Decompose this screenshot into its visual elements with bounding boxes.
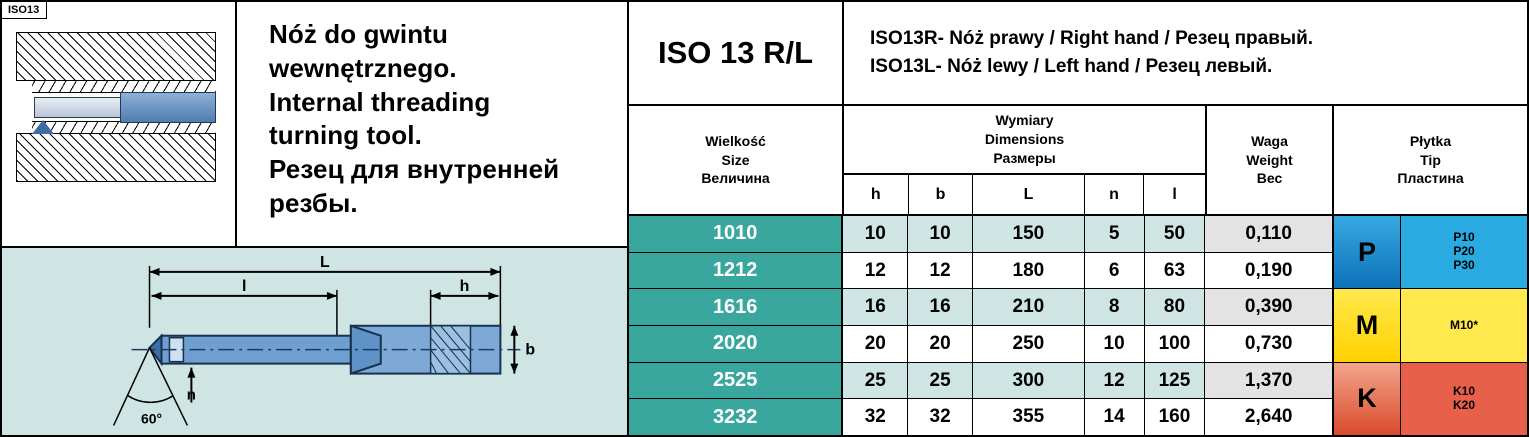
header-weight-ru: Вес bbox=[1256, 170, 1283, 187]
cell-L: 355 bbox=[973, 399, 1085, 435]
cell-h: 25 bbox=[843, 363, 908, 399]
cell-h: 32 bbox=[843, 399, 908, 435]
table-row bbox=[629, 253, 1332, 290]
cell-n: 12 bbox=[1085, 363, 1145, 399]
tip-row-k bbox=[1334, 363, 1527, 435]
tip-grades-p bbox=[1401, 216, 1527, 288]
tip-grade-m10: M10* bbox=[1449, 317, 1478, 332]
cell-L: 180 bbox=[973, 253, 1085, 289]
cell-n: 5 bbox=[1085, 216, 1145, 252]
tip-grade-legend bbox=[1334, 216, 1527, 435]
cell-n: 14 bbox=[1085, 399, 1145, 435]
cell-l: 125 bbox=[1145, 363, 1206, 399]
cell-weight: 1,370 bbox=[1205, 363, 1332, 399]
header-size-pl: Wielkość bbox=[705, 132, 766, 149]
header-col-l: l bbox=[1172, 185, 1177, 203]
table-row bbox=[629, 363, 1332, 400]
header-size-en: Size bbox=[721, 151, 750, 168]
cell-b: 20 bbox=[908, 326, 973, 362]
header-dims-ru: Размеры bbox=[993, 149, 1056, 166]
tip-grades-m bbox=[1401, 289, 1527, 361]
tip-grade-p10: P10 bbox=[1453, 230, 1475, 245]
cell-h: 16 bbox=[843, 289, 908, 325]
header-tip-en: Tip bbox=[1420, 151, 1441, 168]
tip-grades-k bbox=[1401, 363, 1527, 435]
data-rows bbox=[629, 216, 1334, 435]
cell-n: 6 bbox=[1085, 253, 1145, 289]
tool-body-shape bbox=[120, 92, 216, 123]
spec-table bbox=[629, 2, 1527, 435]
cell-L: 210 bbox=[973, 289, 1085, 325]
iso-tag-label: ISO13 bbox=[2, 2, 47, 19]
iso-code-cell: ISO 13 R/L bbox=[629, 2, 844, 104]
page-title bbox=[269, 18, 559, 221]
title-line-ru-2: резбы. bbox=[269, 187, 358, 218]
header-col-n: n bbox=[1085, 175, 1145, 214]
header-size-ru: Величина bbox=[701, 170, 770, 187]
cell-b: 10 bbox=[908, 216, 973, 252]
svg-text:b: b bbox=[525, 341, 536, 359]
cell-L: 250 bbox=[973, 326, 1085, 362]
section-figure-box bbox=[2, 2, 237, 246]
cell-h: 20 bbox=[843, 326, 908, 362]
cell-b: 12 bbox=[908, 253, 973, 289]
title-line-ru-1: Резец для внутренней bbox=[269, 154, 560, 185]
table-row bbox=[629, 289, 1332, 326]
cell-size: 1212 bbox=[629, 253, 843, 289]
cell-b: 16 bbox=[908, 289, 973, 325]
header-weight-pl: Waga bbox=[1251, 132, 1288, 149]
header-dimension-columns bbox=[844, 175, 1205, 214]
cell-h: 10 bbox=[843, 216, 908, 252]
header-tip-cell bbox=[1334, 106, 1527, 214]
title-line-pl-1: Nóż do gwintu bbox=[269, 19, 448, 49]
cell-size: 1616 bbox=[629, 289, 843, 325]
header-dims-pl: Wymiary bbox=[995, 112, 1054, 129]
dimension-drawing-panel bbox=[2, 248, 627, 435]
tip-grade-k20: K20 bbox=[1452, 397, 1475, 412]
cell-size: 3232 bbox=[629, 399, 843, 435]
svg-text:h: h bbox=[459, 277, 470, 295]
header-col-b: b bbox=[909, 175, 974, 214]
title-line-en-2: turning tool. bbox=[269, 120, 422, 151]
cell-size: 2020 bbox=[629, 326, 843, 362]
svg-text:l: l bbox=[241, 277, 247, 295]
title-line-en-1: Internal threading bbox=[269, 86, 491, 117]
cell-n: 8 bbox=[1085, 289, 1145, 325]
cell-weight: 2,640 bbox=[1205, 399, 1332, 435]
header-size-cell bbox=[629, 106, 844, 214]
cell-n: 10 bbox=[1085, 326, 1145, 362]
cell-weight: 0,110 bbox=[1205, 216, 1332, 252]
title-line-pl-2: wewnętrznego. bbox=[269, 52, 457, 83]
cell-b: 32 bbox=[908, 399, 973, 435]
tip-letter-p: P bbox=[1334, 216, 1401, 288]
column-headers-row bbox=[629, 106, 1527, 216]
cell-l: 160 bbox=[1145, 399, 1206, 435]
cell-b: 25 bbox=[908, 363, 973, 399]
cell-h: 12 bbox=[843, 253, 908, 289]
cell-l: 63 bbox=[1145, 253, 1206, 289]
header-weight-cell bbox=[1207, 106, 1334, 214]
iso-header-row bbox=[629, 2, 1527, 106]
header-tip-pl: Płytka bbox=[1409, 132, 1452, 149]
cell-weight: 0,730 bbox=[1205, 326, 1332, 362]
header-dimensions-group bbox=[844, 106, 1207, 214]
tip-grade-p30: P30 bbox=[1453, 258, 1475, 273]
svg-text:L: L bbox=[320, 253, 330, 271]
cell-weight: 0,190 bbox=[1205, 253, 1332, 289]
cell-L: 300 bbox=[973, 363, 1085, 399]
header-dims-en: Dimensions bbox=[984, 131, 1065, 148]
left-top-section bbox=[2, 2, 627, 248]
tool-tip-triangle-icon bbox=[32, 120, 54, 134]
tip-row-p bbox=[1334, 216, 1527, 289]
tool-dimension-drawing bbox=[2, 248, 627, 435]
header-tip-ru: Пластина bbox=[1397, 170, 1464, 187]
cell-l: 80 bbox=[1145, 289, 1206, 325]
product-title-box bbox=[237, 2, 627, 246]
table-row bbox=[629, 326, 1332, 363]
iso-description-cell bbox=[844, 2, 1527, 104]
cell-size: 2525 bbox=[629, 363, 843, 399]
tip-letter-k: K bbox=[1334, 363, 1401, 435]
header-weight-en: Weight bbox=[1246, 151, 1293, 168]
left-panel bbox=[2, 2, 629, 435]
cell-L: 150 bbox=[973, 216, 1085, 252]
cell-weight: 0,390 bbox=[1205, 289, 1332, 325]
tip-grade-p20: P20 bbox=[1453, 244, 1475, 259]
table-row bbox=[629, 216, 1332, 253]
cell-size: 1010 bbox=[629, 216, 843, 252]
svg-text:60°: 60° bbox=[140, 410, 163, 427]
iso-right-hand-line: ISO13R- Nóż prawy / Right hand / Резец правый. bbox=[870, 28, 1314, 50]
tip-letter-m: M bbox=[1334, 289, 1401, 361]
header-col-L: L bbox=[973, 175, 1084, 214]
header-col-h: h bbox=[844, 175, 909, 214]
tip-row-m bbox=[1334, 289, 1527, 362]
table-row bbox=[629, 399, 1332, 435]
iso-left-hand-line: ISO13L- Nóż lewy / Left hand / Резец левый. bbox=[870, 56, 1273, 77]
svg-text:n: n bbox=[186, 386, 196, 404]
header-dimensions-title bbox=[844, 106, 1205, 175]
cell-l: 50 bbox=[1145, 216, 1206, 252]
tip-grade-k10: K10 bbox=[1452, 384, 1475, 399]
cell-l: 100 bbox=[1145, 326, 1206, 362]
data-section bbox=[629, 216, 1527, 435]
